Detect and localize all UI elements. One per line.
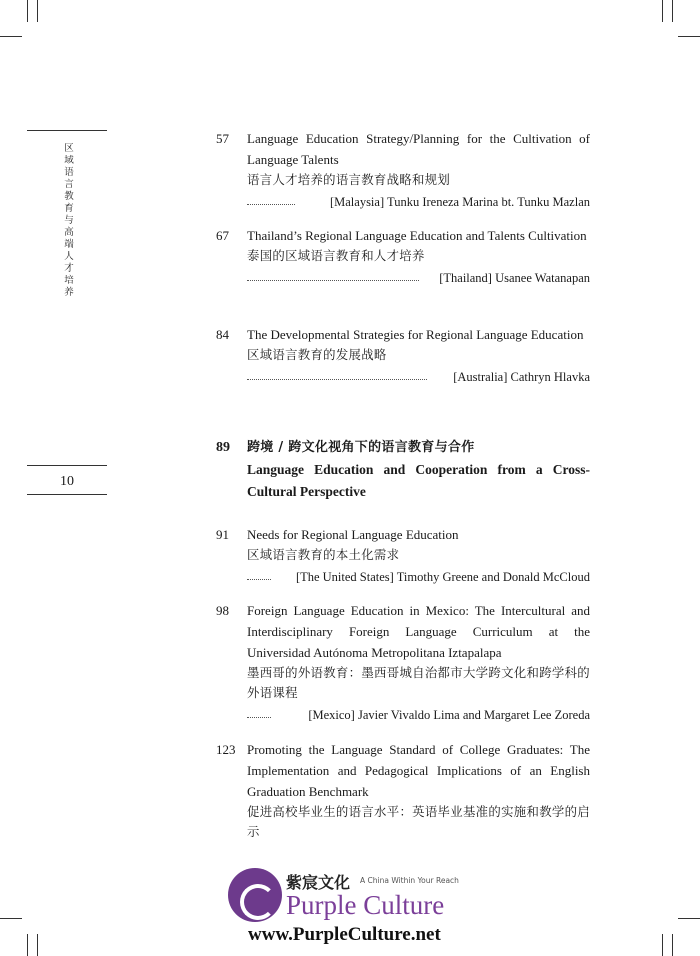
entry-english-title: Thailand’s Regional Language Education and Talents Cultivation [247,228,587,243]
crop-mark [662,0,663,22]
purple-culture-watermark [228,864,478,950]
entry-chinese-title: 区域语言教育的发展战略 [247,347,387,362]
entry-page-number: 123 [216,742,236,757]
toc-entry [216,324,590,387]
entry-page-number: 91 [216,527,229,542]
entry-english-title: Promoting the Language Standard of College Graduates: The Implementation and Pedagogical Implications of an English Graduation Benchmark [247,742,590,799]
entry-english-title: Needs for Regional Language Education [247,527,459,542]
sidebar-top-rule [27,130,107,131]
toc-entry [216,739,590,842]
page-number: 10 [60,474,74,489]
toc-entry [216,600,590,725]
page-number-rule-top [27,465,107,466]
crop-mark [672,934,673,956]
entry-english-title: Foreign Language Education in Mexico: The Intercultural and Interdisciplinary Foreign Language Curriculum at the Universidad Autónoma Metropolitana Iztapalapa [247,603,590,660]
entry-page-number: 98 [216,603,229,618]
entry-author: [Mexico] Javier Vivaldo Lima and Margaret Lee Zoreda [308,708,590,722]
watermark-chinese-name: 紫宸文化 [286,873,351,892]
leader-dots [247,379,427,380]
watermark-brand: Purple Culture [286,890,445,920]
leader-dots [247,280,419,281]
watermark-url: www.PurpleCulture.net [248,924,441,945]
entry-author: [Malaysia] Tunku Ireneza Marina bt. Tunku Mazlan [329,195,590,209]
entry-english-title: The Developmental Strategies for Regional Language Education [247,327,584,342]
crop-mark [678,918,700,919]
crop-mark [0,918,22,919]
leader-dots [247,204,295,205]
swirl-logo-icon [228,868,282,922]
entry-chinese-title: 区域语言教育的本土化需求 [247,547,400,562]
leader-dots [247,579,271,580]
toc-entry [216,225,590,288]
crop-mark [0,36,22,37]
entry-author: [The United States] Timothy Greene and Donald McCloud [295,570,590,584]
entry-page-number: 84 [216,327,229,342]
crop-mark [27,0,28,22]
crop-mark [37,0,38,22]
running-title: 区域语言教育与高端人才培养 [64,143,74,298]
toc-entry [216,524,590,587]
entry-chinese-title: 促进高校毕业生的语言水平：英语毕业基准的实施和教学的启示 [247,804,590,839]
watermark-tagline: A China Within Your Reach [360,876,459,885]
toc-entry [216,128,590,212]
page-number-rule-bottom [27,494,107,495]
entry-author: [Thailand] Usanee Watanapan [439,271,590,285]
section-page-number: 89 [216,440,230,455]
crop-mark [672,0,673,22]
leader-dots [247,717,271,718]
entry-page-number: 67 [216,228,229,243]
crop-mark [678,36,700,37]
entry-english-title: Language Education Strategy/Planning for the Cultivation of Language Talents [247,131,590,167]
crop-mark [27,934,28,956]
section-english-title: Language Education and Cooperation from a Cross-Cultural Perspective [247,462,590,499]
entry-page-number: 57 [216,131,229,146]
section-heading [216,437,590,503]
entry-chinese-title: 泰国的区域语言教育和人才培养 [247,248,425,263]
entry-author: [Australia] Cathryn Hlavka [453,370,590,384]
crop-mark [37,934,38,956]
crop-mark [662,934,663,956]
section-chinese-title: 跨境 / 跨文化视角下的语言教育与合作 [247,440,475,455]
entry-chinese-title: 语言人才培养的语言教育战略和规划 [247,172,451,187]
entry-chinese-title: 墨西哥的外语教育：墨西哥城自治都市大学跨文化和跨学科的外语课程 [247,665,590,700]
